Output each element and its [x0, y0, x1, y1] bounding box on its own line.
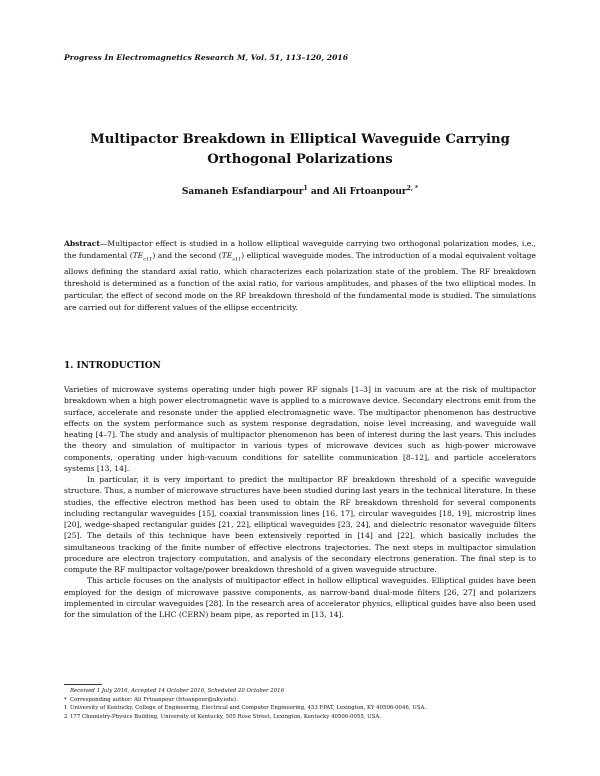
section-heading: 1. INTRODUCTION — [64, 361, 161, 371]
abstract-text: ) and the second ( — [152, 251, 222, 261]
author-list — [64, 187, 536, 197]
paragraph: This article focuses on the analysis of multipactor effect in hollow elliptical waveguides. Elliptical guides have been employed for the design of microwave passive components, as narrow-band dual-mode filters [26, 27] and polarizers implemented in circular waveguides [28]. In the research area of accelerator physics, elliptical guides have also been used for the simulation of the LHC (CERN) beam pipe, as reported in [13, 14]. — [64, 576, 536, 619]
abstract-text: ) elliptical waveguide modes. The introduction of a modal equivalent voltage allows defining the standard axial ratio, which characterizes each polarization state of the problem. The RF breakdown threshold is determined as a function of the axial ratio, for various amplitudes, and phases of the two elliptical modes. In particular, the effect of second mode on the RF breakdown threshold of the fundamental mode is studied. The simulations are carried out for different values of the ellipse eccentricity. — [64, 251, 536, 312]
affiliation-1: 1 University of Kentucky, College of Engineering, Electrical and Computer Engineering, 453 FPAT, Lexington, KY 40506-0046, USA. — [64, 705, 427, 712]
author-affiliation-mark: 2, * — [406, 185, 419, 192]
paragraph: In particular, it is very important to predict the multipactor RF breakdown threshold of a specific waveguide structure. Thus, a number of microwave structures have been studied during last years in the technical literature. In these studies, the effective electron method has been used to obtain the RF breakdown threshold for several components including rectangular waveguides [15], coaxial transmission lines [16, 17], circular waveguides [18, 19], microstrip lines [20], wedge-shaped rectangular guides [21, 22], elliptical waveguides [23, 24], and dielectric resonator waveguide filters [25]. The details of this technique have been extensively reported in [14] and [22], which basically includes the simultaneous tracking of the finite number of effective electrons trajectories. The next steps in multipactor simulation procedure are electron trajectory computation, and analysis of the secondary electrons generation. The final step is to compute the RF multipactor voltage/power breakdown threshold of a given waveguide structure. — [64, 475, 536, 574]
abstract-text: —Multipactor effect is studied in a hollow elliptical waveguide carrying two orthogonal polarization modes, i.e., the fundamental ( — [64, 239, 536, 261]
corresponding-author-note: * Corresponding author: Ali Frtoanpour (frtoanpour@uky.edu). — [64, 696, 238, 703]
paragraph: Varieties of microwave systems operating under high power RF signals [1–3] in vacuum are at the risk of multipactor breakdown when a high power electromagnetic wave is applied to a microwave device. Secondary electrons emit from the surface, accelerate and resonate under the applied electromagnetic wave. The multipactor phenomenon has destructive effects on the system performance such as system response degradation, noise level increasing, and waveguide wall heating [4–7]. The study and analysis of multipactor phenomenon has been of interest during the last years. This includes the theory and simulation of multipactor in various types of microwave devices such as high-power microwave components, operating under high-vacuum conditions for satellite communication [8–12], and particle accelerators systems [13, 14]. — [64, 385, 536, 473]
paper-title — [64, 130, 536, 170]
author-separator: and — [307, 187, 333, 197]
journal-header: Progress In Electromagnetics Research M, Vol. 51, 113–120, 2016 — [64, 53, 349, 62]
abstract-label: Abstract — [64, 239, 100, 248]
affiliation-2: 2 177 Chemistry-Physics Building, University of Kentucky, 505 Rose Street, Lexington, Kentucky 40506-0055, USA. — [64, 713, 382, 720]
title-line-1: Multipactor Breakdown in Elliptical Waveguide Carrying — [90, 132, 510, 147]
abstract — [64, 238, 536, 314]
introduction-body — [64, 384, 536, 620]
received-dates: Received 1 July 2016, Accepted 14 October 2016, Scheduled 20 October 2016 — [70, 688, 285, 694]
title-line-2: Orthogonal Polarizations — [207, 152, 393, 167]
author-name: Ali Frtoanpour — [332, 187, 407, 197]
footnote-divider — [64, 684, 102, 685]
author-name: Samaneh Esfandiarpour — [181, 187, 304, 197]
author-affiliation-mark: 1 — [303, 185, 308, 192]
mode-symbol: $TE_{s11}$ — [221, 251, 242, 263]
mode-symbol: $TE_{c11}$ — [132, 251, 153, 263]
footnotes — [64, 687, 536, 721]
